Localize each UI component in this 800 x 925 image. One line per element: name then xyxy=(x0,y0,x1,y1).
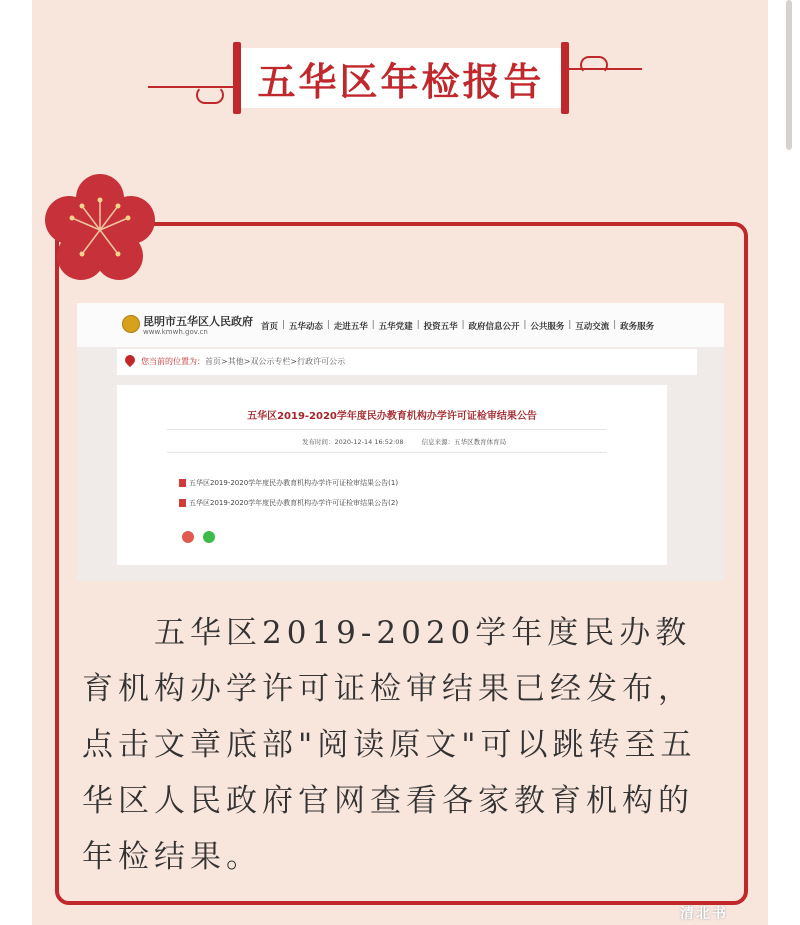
nav-item-party[interactable]: 五华党建 xyxy=(378,322,413,332)
emblem-icon xyxy=(122,315,140,333)
banner-left-post xyxy=(233,42,241,114)
left-decoration-line xyxy=(148,86,238,88)
title-banner xyxy=(233,42,569,114)
info-source: 信息来源：五华区教育体育局 xyxy=(421,438,507,446)
divider xyxy=(167,452,607,453)
divider xyxy=(167,429,607,430)
breadcrumb-path[interactable]: 首页>其他>双公示专栏>行政许可公示 xyxy=(205,357,346,366)
watermark: 清北书 xyxy=(680,906,728,922)
nav-item-interact[interactable]: 互动交流 xyxy=(575,322,610,332)
left-curl-decoration xyxy=(196,86,224,104)
publish-time: 发布时间：2020-12-14 16:52:08 xyxy=(302,438,404,446)
nav-item-invest[interactable]: 投资五华 xyxy=(423,322,458,332)
attachment-link-1[interactable] xyxy=(179,478,398,488)
weibo-share-icon[interactable] xyxy=(182,531,194,543)
body-paragraph xyxy=(82,605,722,885)
plum-blossom-icon xyxy=(40,170,160,290)
attachment-link-2[interactable] xyxy=(179,498,398,508)
breadcrumb xyxy=(117,349,697,375)
article-title: 五华区2019-2020学年度民办教育机构办学许可证检审结果公告 xyxy=(247,411,537,422)
nav-item-about[interactable]: 走进五华 xyxy=(333,322,368,332)
article-panel xyxy=(117,385,667,565)
site-url: www.kmwh.gov.cn xyxy=(143,328,208,336)
attachment-label: 五华区2019-2020学年度民办教育机构办学许可证检审结果公告(2) xyxy=(189,499,399,507)
website-screenshot xyxy=(77,303,724,581)
nav-item-public[interactable]: 公共服务 xyxy=(530,322,565,332)
scrollbar[interactable] xyxy=(786,0,792,150)
site-header xyxy=(77,303,724,347)
article-meta xyxy=(302,437,522,446)
site-nav: 首页 | 五华动态 | 走进五华 | 五华党建 | 投资五华 | 政府信息公开 | 公共服务 | 互动交流 | 政务服务 xyxy=(261,320,655,332)
attachment-label: 五华区2019-2020学年度民办教育机构办学许可证检审结果公告(1) xyxy=(189,479,399,487)
right-curl-decoration xyxy=(580,56,608,74)
nav-item-services[interactable]: 政务服务 xyxy=(620,322,655,332)
body-paragraph-text: 五华区2019-2020学年度民办教育机构办学许可证检审结果已经发布，点击文章底部"阅读原文"可以跳转至五华区人民政府官网查看各家教育机构的年检结果。 xyxy=(82,615,697,875)
page-title: 五华区年检报告 xyxy=(241,48,561,108)
nav-item-news[interactable]: 五华动态 xyxy=(288,322,323,332)
pdf-icon xyxy=(179,479,186,487)
pdf-icon xyxy=(179,499,186,507)
wechat-share-icon[interactable] xyxy=(203,531,215,543)
location-pin-icon xyxy=(123,353,137,367)
site-name: 昆明市五华区人民政府 xyxy=(143,315,253,328)
nav-item-home[interactable]: 首页 xyxy=(261,322,279,332)
nav-item-info[interactable]: 政府信息公开 xyxy=(468,322,520,332)
banner-right-post xyxy=(561,42,569,114)
breadcrumb-prefix: 您当前的位置为： xyxy=(141,357,205,366)
